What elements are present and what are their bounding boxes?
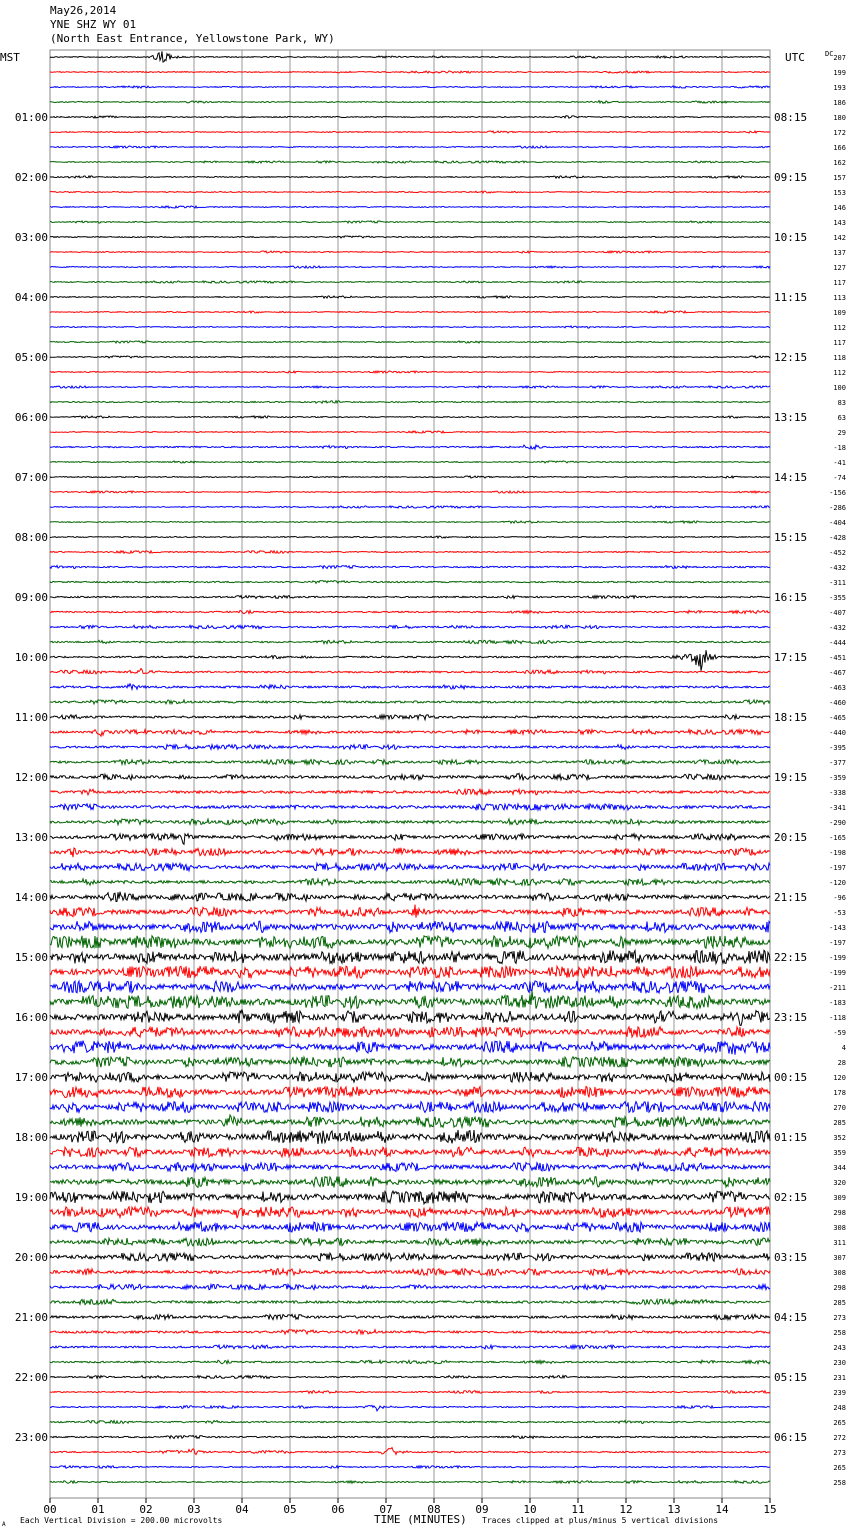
trace-line — [50, 1115, 770, 1127]
dc-offset-label: -165 — [829, 834, 846, 842]
dc-offset-label: 311 — [833, 1239, 846, 1247]
mst-hour-label: 19:00 — [14, 1191, 48, 1204]
trace-line — [50, 1177, 770, 1188]
mst-hour-label: 20:00 — [14, 1251, 48, 1264]
dc-offset-label: -199 — [829, 969, 846, 977]
dc-label: DC — [825, 50, 834, 58]
x-tick-label: 04 — [235, 1503, 249, 1516]
utc-hour-label: 21:15 — [774, 891, 808, 904]
trace-line — [50, 625, 770, 628]
trace-line — [50, 966, 770, 978]
dc-offset-label: 113 — [833, 294, 846, 302]
trace-line — [50, 191, 770, 193]
dc-offset-label: 352 — [833, 1134, 846, 1142]
x-tick-label: 09 — [475, 1503, 489, 1516]
dc-offset-label: 112 — [833, 324, 846, 332]
mst-hour-label: 11:00 — [14, 711, 48, 724]
dc-offset-label: 153 — [833, 189, 846, 197]
scale-note: Each Vertical Division = 200.00 microvolts — [20, 1516, 223, 1525]
utc-hour-label: 01:15 — [774, 1131, 808, 1144]
trace-line — [50, 1072, 770, 1082]
axis-labels — [15, 54, 846, 1516]
trace-line — [50, 341, 770, 343]
dc-offset-label: -120 — [829, 879, 846, 887]
x-tick-label: 02 — [139, 1503, 153, 1516]
trace-line — [50, 773, 770, 780]
trace-line — [50, 981, 770, 993]
trace-line — [50, 221, 770, 223]
trace-line — [50, 595, 770, 598]
trace-line — [50, 371, 770, 373]
dc-offset-label: 199 — [833, 69, 846, 77]
utc-hour-label: 10:15 — [774, 231, 808, 244]
x-tick-label: 13 — [667, 1503, 681, 1516]
mst-hour-label: 01:00 — [14, 111, 48, 124]
trace-line — [50, 1253, 770, 1262]
location-label: (North East Entrance, Yellowstone Park, WY) — [50, 32, 335, 45]
utc-hour-label: 00:15 — [774, 1071, 808, 1084]
x-tick-label: 10 — [523, 1503, 537, 1516]
trace-line — [50, 1481, 770, 1484]
trace-line — [50, 1466, 770, 1469]
trace-line — [50, 1222, 770, 1232]
x-tick-label: 14 — [715, 1503, 729, 1516]
dc-offset-label: 178 — [833, 1089, 846, 1097]
dc-offset-label: -156 — [829, 489, 846, 497]
dc-offset-label: 109 — [833, 309, 846, 317]
dc-offset-label: -18 — [833, 444, 846, 452]
trace-line — [50, 714, 770, 719]
mst-hour-label: 10:00 — [14, 651, 48, 664]
dc-offset-label: 272 — [833, 1434, 846, 1442]
seismic-traces — [50, 51, 770, 1483]
dc-offset-label: 231 — [833, 1374, 846, 1382]
trace-line — [50, 146, 770, 148]
utc-hour-label: 09:15 — [774, 171, 808, 184]
trace-line — [50, 236, 770, 238]
dc-offset-label: 180 — [833, 114, 846, 122]
mst-hour-label: 17:00 — [14, 1071, 48, 1084]
dc-offset-label: 63 — [837, 414, 846, 422]
trace-line — [50, 863, 770, 870]
trace-line — [50, 1435, 770, 1438]
dc-offset-label: -143 — [829, 924, 846, 932]
trace-line — [50, 431, 770, 433]
utc-hour-label: 05:15 — [774, 1371, 808, 1384]
trace-line — [50, 266, 770, 268]
dc-offset-label: 207 — [833, 54, 846, 62]
right-zone-label: UTC — [785, 51, 805, 64]
trace-line — [50, 326, 770, 328]
trace-line — [50, 950, 770, 963]
dc-offset-label: 248 — [833, 1404, 846, 1412]
dc-offset-label: 172 — [833, 129, 846, 137]
dc-offset-label: 4 — [841, 1044, 846, 1052]
dc-offset-label: -395 — [829, 744, 846, 752]
trace-line — [50, 936, 770, 949]
trace-line — [50, 684, 770, 689]
dc-offset-label: 285 — [833, 1119, 846, 1127]
dc-offset-label: -465 — [829, 714, 846, 722]
dc-offset-label: 120 — [833, 1074, 846, 1082]
x-tick-label: 08 — [427, 1503, 441, 1516]
trace-line — [50, 921, 770, 933]
clip-note: Traces clipped at plus/minus 5 vertical divisions — [482, 1516, 719, 1525]
trace-line — [50, 71, 770, 73]
x-axis-title: TIME (MINUTES) — [374, 1513, 467, 1526]
utc-hour-label: 11:15 — [774, 291, 808, 304]
trace-line — [50, 416, 770, 418]
trace-line — [50, 1448, 770, 1455]
dc-offset-label: 100 — [833, 384, 846, 392]
dc-offset-label: 112 — [833, 369, 846, 377]
trace-line — [50, 650, 770, 671]
dc-offset-label: 142 — [833, 234, 846, 242]
dc-offset-label: 270 — [833, 1104, 846, 1112]
dc-offset-label: -460 — [829, 699, 846, 707]
dc-offset-label: 239 — [833, 1389, 846, 1397]
trace-line — [50, 1420, 770, 1423]
dc-offset-label: 162 — [833, 159, 846, 167]
trace-line — [50, 1207, 770, 1219]
dc-offset-label: 265 — [833, 1464, 846, 1472]
dc-offset-label: -198 — [829, 849, 846, 857]
mst-hour-label: 05:00 — [14, 351, 48, 364]
x-tick-label: 05 — [283, 1503, 297, 1516]
trace-line — [50, 1147, 770, 1157]
utc-hour-label: 13:15 — [774, 411, 808, 424]
trace-line — [50, 86, 770, 88]
dc-offset-label: 137 — [833, 249, 846, 257]
trace-line — [50, 1027, 770, 1038]
trace-line — [50, 206, 770, 208]
mst-hour-label: 15:00 — [14, 951, 48, 964]
trace-line — [50, 879, 770, 886]
trace-line — [50, 1405, 770, 1411]
trace-line — [50, 356, 770, 358]
dc-offset-label: 258 — [833, 1329, 846, 1337]
trace-line — [50, 1191, 770, 1204]
trace-line — [50, 1009, 770, 1025]
mst-hour-label: 22:00 — [14, 1371, 48, 1384]
dc-offset-label: -467 — [829, 669, 846, 677]
utc-hour-label: 02:15 — [774, 1191, 808, 1204]
dc-offset-label: -359 — [829, 774, 846, 782]
trace-line — [50, 668, 770, 673]
x-tick-label: 11 — [571, 1503, 585, 1516]
trace-line — [50, 1163, 770, 1172]
station-label: YNE SHZ WY 01 — [50, 18, 137, 31]
date-label: May26,2014 — [50, 4, 117, 17]
dc-offset-label: -290 — [829, 819, 846, 827]
dc-offset-label: -197 — [829, 939, 846, 947]
trace-line — [50, 131, 770, 133]
dc-offset-label: 308 — [833, 1269, 846, 1277]
trace-line — [50, 905, 770, 918]
dc-offset-label: 273 — [833, 1449, 846, 1457]
dc-offset-label: 157 — [833, 174, 846, 182]
dc-offset-label: 117 — [833, 279, 846, 287]
dc-offset-label: -432 — [829, 564, 846, 572]
trace-line — [50, 311, 770, 313]
trace-line — [50, 51, 770, 62]
dc-offset-label: -432 — [829, 624, 846, 632]
trace-line — [50, 161, 770, 163]
trace-line — [50, 1087, 770, 1098]
utc-hour-label: 19:15 — [774, 771, 808, 784]
trace-line — [50, 491, 770, 493]
trace-line — [50, 1057, 770, 1068]
utc-hour-label: 03:15 — [774, 1251, 808, 1264]
dc-offset-label: -286 — [829, 504, 846, 512]
utc-hour-label: 22:15 — [774, 951, 808, 964]
trace-line — [50, 991, 770, 1009]
trace-line — [50, 1238, 770, 1246]
trace-line — [50, 445, 770, 449]
trace-line — [50, 281, 770, 283]
dc-offset-label: 166 — [833, 144, 846, 152]
x-tick-label: 03 — [187, 1503, 201, 1516]
trace-line — [50, 1041, 770, 1055]
x-tick-label: 00 — [43, 1503, 57, 1516]
x-tick-label: 07 — [379, 1503, 393, 1516]
trace-line — [50, 551, 770, 554]
trace-line — [50, 116, 770, 118]
mst-hour-label: 09:00 — [14, 591, 48, 604]
trace-line — [50, 1130, 770, 1144]
trace-line — [50, 565, 770, 568]
dc-offset-label: -355 — [829, 594, 846, 602]
utc-hour-label: 17:15 — [774, 651, 808, 664]
dc-offset-label: 243 — [833, 1344, 846, 1352]
dc-offset-label: -183 — [829, 999, 846, 1007]
dc-offset-label: -463 — [829, 684, 846, 692]
dc-offset-label: 359 — [833, 1149, 846, 1157]
utc-hour-label: 20:15 — [774, 831, 808, 844]
trace-line — [50, 610, 770, 613]
mst-hour-label: 12:00 — [14, 771, 48, 784]
dc-offset-label: -96 — [833, 894, 846, 902]
dc-offset-label: 230 — [833, 1359, 846, 1367]
dc-offset-label: -444 — [829, 639, 846, 647]
utc-hour-label: 16:15 — [774, 591, 808, 604]
dc-offset-label: -211 — [829, 984, 846, 992]
dc-offset-label: -451 — [829, 654, 846, 662]
trace-line — [50, 892, 770, 902]
trace-line — [50, 640, 770, 643]
trace-line — [50, 1299, 770, 1304]
trace-line — [50, 401, 770, 403]
trace-line — [50, 730, 770, 737]
trace-line — [50, 819, 770, 825]
dc-offset-label: -41 — [833, 459, 846, 467]
trace-line — [50, 1269, 770, 1276]
trace-line — [50, 296, 770, 298]
dc-offset-label: -197 — [829, 864, 846, 872]
mst-hour-label: 18:00 — [14, 1131, 48, 1144]
trace-line — [50, 1376, 770, 1379]
dc-offset-label: 28 — [837, 1059, 846, 1067]
dc-offset-label: 308 — [833, 1224, 846, 1232]
trace-line — [50, 176, 770, 178]
trace-line — [50, 1284, 770, 1289]
mst-hour-label: 13:00 — [14, 831, 48, 844]
trace-line — [50, 251, 770, 253]
dc-offset-label: 118 — [833, 354, 846, 362]
dc-offset-label: -377 — [829, 759, 846, 767]
trace-line — [50, 760, 770, 765]
dc-offset-label: 29 — [837, 429, 846, 437]
mst-hour-label: 23:00 — [14, 1431, 48, 1444]
trace-line — [50, 834, 770, 845]
trace-line — [50, 804, 770, 810]
dc-offset-label: -53 — [833, 909, 846, 917]
mst-hour-label: 04:00 — [14, 291, 48, 304]
dc-offset-label: 186 — [833, 99, 846, 107]
utc-hour-label: 04:15 — [774, 1311, 808, 1324]
mst-hour-label: 03:00 — [14, 231, 48, 244]
dc-offset-label: 344 — [833, 1164, 846, 1172]
utc-hour-label: 18:15 — [774, 711, 808, 724]
trace-line — [50, 1102, 770, 1113]
dc-offset-label: 307 — [833, 1254, 846, 1262]
mst-hour-label: 02:00 — [14, 171, 48, 184]
dc-offset-label: 258 — [833, 1479, 846, 1487]
trace-line — [50, 745, 770, 750]
dc-offset-label: 320 — [833, 1179, 846, 1187]
x-tick-label: 01 — [91, 1503, 105, 1516]
mst-hour-label: 14:00 — [14, 891, 48, 904]
dc-offset-label: 146 — [833, 204, 846, 212]
dc-offset-label: 285 — [833, 1299, 846, 1307]
trace-line — [50, 581, 770, 584]
dc-offset-label: 193 — [833, 84, 846, 92]
dc-offset-label: -338 — [829, 789, 846, 797]
dc-offset-label: 265 — [833, 1419, 846, 1427]
mst-hour-label: 07:00 — [14, 471, 48, 484]
mst-hour-label: 06:00 — [14, 411, 48, 424]
utc-hour-label: 12:15 — [774, 351, 808, 364]
utc-hour-label: 23:15 — [774, 1011, 808, 1024]
trace-line — [50, 536, 770, 538]
dc-offset-label: 117 — [833, 339, 846, 347]
dc-offset-label: -74 — [833, 474, 846, 482]
dc-offset-label: 298 — [833, 1284, 846, 1292]
dc-offset-label: 309 — [833, 1194, 846, 1202]
trace-line — [50, 1360, 770, 1363]
mst-hour-label: 08:00 — [14, 531, 48, 544]
x-tick-label: 12 — [619, 1503, 633, 1516]
x-tick-label: 15 — [763, 1503, 777, 1516]
corner-mark: A — [2, 1521, 6, 1528]
trace-line — [50, 386, 770, 388]
utc-hour-label: 15:15 — [774, 531, 808, 544]
trace-line — [50, 1345, 770, 1349]
dc-offset-label: 298 — [833, 1209, 846, 1217]
dc-offset-label: -199 — [829, 954, 846, 962]
utc-hour-label: 14:15 — [774, 471, 808, 484]
trace-line — [50, 1391, 770, 1394]
dc-offset-label: -407 — [829, 609, 846, 617]
mst-hour-label: 16:00 — [14, 1011, 48, 1024]
trace-line — [50, 476, 770, 478]
left-zone-label: MST — [0, 51, 20, 64]
dc-offset-label: 127 — [833, 264, 846, 272]
trace-line — [50, 1314, 770, 1319]
trace-line — [50, 789, 770, 795]
trace-line — [50, 521, 770, 523]
trace-line — [50, 848, 770, 857]
utc-hour-label: 06:15 — [774, 1431, 808, 1444]
trace-line — [50, 461, 770, 463]
dc-offset-label: -452 — [829, 549, 846, 557]
utc-hour-label: 08:15 — [774, 111, 808, 124]
trace-line — [50, 101, 770, 104]
dc-offset-label: -440 — [829, 729, 846, 737]
dc-offset-label: -428 — [829, 534, 846, 542]
dc-offset-label: 143 — [833, 219, 846, 227]
dc-offset-label: -311 — [829, 579, 846, 587]
dc-offset-label: 273 — [833, 1314, 846, 1322]
trace-line — [50, 1330, 770, 1334]
dc-offset-label: 83 — [837, 399, 846, 407]
trace-line — [50, 506, 770, 508]
dc-offset-label: -404 — [829, 519, 846, 527]
mst-hour-label: 21:00 — [14, 1311, 48, 1324]
dc-offset-label: -118 — [829, 1014, 846, 1022]
x-tick-label: 06 — [331, 1503, 345, 1516]
trace-line — [50, 700, 770, 704]
dc-offset-label: -341 — [829, 804, 846, 812]
dc-offset-label: -59 — [833, 1029, 846, 1037]
